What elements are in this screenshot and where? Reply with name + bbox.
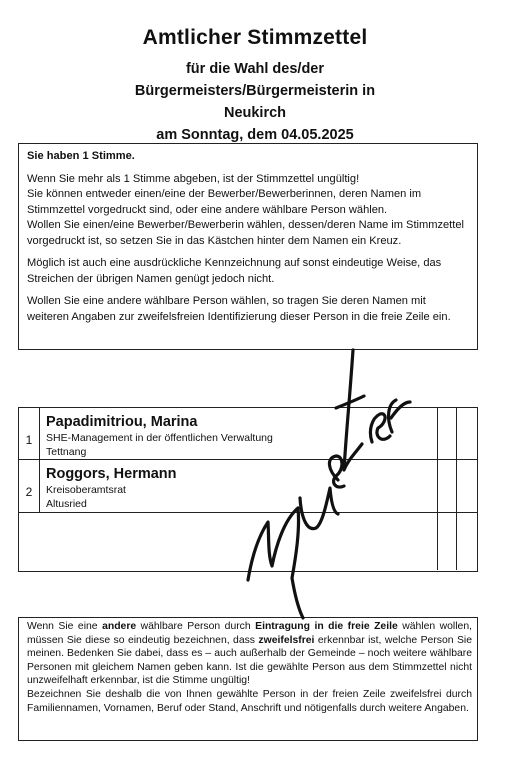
instructions-box (18, 143, 478, 350)
write-in-row[interactable] (19, 513, 477, 570)
candidate-occupation: Kreisoberamtsrat (46, 484, 126, 496)
candidate-checkbox[interactable] (438, 460, 456, 512)
header-line-1: für die Wahl des/der (185, 61, 325, 77)
candidate-checkbox[interactable] (438, 408, 456, 459)
footer-text: wählen wollen, müssen Sie diese so eindeutig bezeichnen, dass (27, 621, 472, 646)
candidate-name: Papadimitriou, Marina (46, 414, 198, 430)
votes-count: Sie haben 1 Stimme. (27, 150, 135, 162)
write-in-instructions (18, 617, 478, 741)
footer-text: Wenn Sie eine (27, 621, 103, 632)
footer-emphasis: zweifelsfrei (258, 634, 315, 646)
candidate-name: Roggors, Hermann (46, 466, 177, 482)
ballot-header (0, 26, 510, 146)
footer-text: erkennbar ist, welche Person Sie meinen. Bedenken Sie dabei, dass es – auch außerhalb der Gemeinde – noch weitere wählbare Personen mit gleichem Namen geben kann. Ist die gewählte Person aus dem Stimmzettel nicht unzweifelhaft erkennbar, ist die Stimme ungültig! (27, 634, 472, 687)
candidate-town: Altusried (46, 498, 87, 510)
instruction-options: Sie können entweder einen/eine der Bewerber/Bewerberinnen, deren Namen im Stimmzettel vorgedruckt sind, oder eine andere wählbare Person wählen. (27, 188, 422, 216)
candidate-town: Tettnang (46, 446, 87, 458)
footer-text: wählbare Person durch (136, 621, 256, 632)
candidate-row (19, 408, 477, 460)
candidate-number: 2 (25, 485, 33, 499)
candidate-number: 1 (25, 433, 33, 447)
instruction-write-in: Wollen Sie eine andere wählbare Person wählen, so tragen Sie deren Namen mit weiteren Angaben zur zweifelsfreien Identifizierung dieser Person in die freie Zeile ein. (27, 295, 451, 323)
candidate-occupation: SHE-Management in der öffentlichen Verwaltung (46, 432, 273, 444)
instruction-marking: Möglich ist auch eine ausdrückliche Kennzeichnung auf sonst eindeutige Weise, das Streichen der übrigen Namen genügt jedoch nicht. (27, 257, 442, 285)
header-line-3: Neukirch (223, 105, 287, 121)
header-line-4: am Sonntag, dem 04.05.2025 (156, 127, 354, 143)
instruction-cross: Wollen Sie einen/eine Bewerber/Bewerberin wählen, dessen/deren Name im Stimmzettel vorgedruckt ist, so setzen Sie in das Kästchen hinter dem Namen ein Kreuz. (27, 219, 464, 247)
footer-emphasis: andere (102, 621, 137, 632)
footer-text: Bezeichnen Sie deshalb die von Ihnen gewählte Person in der freien Zeile zweifelsfrei durch Familiennamen, Vornamen, Beruf oder Stand, Anschrift und nötigenfalls durch weitere Angaben. (27, 688, 472, 714)
header-line-2: Bürgermeisters/Bürgermeisterin in (134, 83, 376, 99)
ballot-title: Amtlicher Stimmzettel (142, 26, 368, 49)
footer-emphasis: Eintragung in die freie Zeile (255, 621, 398, 632)
candidate-row (19, 460, 477, 513)
candidate-table (18, 407, 478, 572)
instruction-invalid: Wenn Sie mehr als 1 Stimme abgeben, ist der Stimmzettel ungültig! (27, 172, 360, 185)
